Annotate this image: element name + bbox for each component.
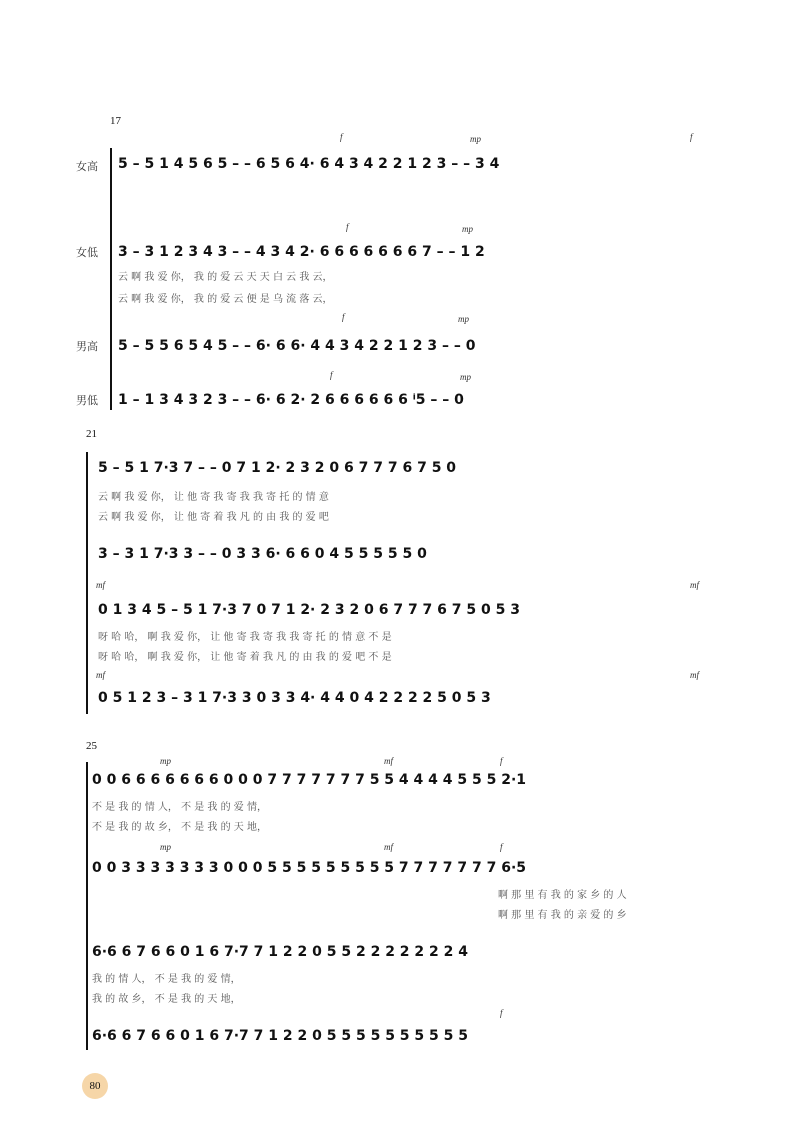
notes-tenor: 6·6 6 7 6 6 0 1 6 7·7 7 1 2 2 0 5 5 2 2 2 2 2 2 2 4 [92,944,469,960]
part-label-soprano: 女高 [76,160,98,173]
dynamic-mark: mf [96,580,105,590]
dynamic-mark: f [330,370,333,380]
notes-bass: 1 – 1 3 4 3 2 3 – – 6· 6 2· 2 6 6 6 6 6 6 ⁱ5 – – 0 [118,392,464,408]
notes-alto: 3 – 3 1 2 3 4 3 – – 4 3 4 2· 6 6 6 6 6 6 6 7 – – 1 2 [118,244,485,260]
dynamic-mark: mp [460,372,471,382]
notes-alto: 3 – 3 1 7·3 3 – – 0 3 3 6· 6 6 0 4 5 5 5 5 5 0 [98,546,427,562]
dynamic-mark: mp [160,842,171,852]
dynamic-mark: f [500,756,503,766]
part-label-bass: 男低 [76,394,98,407]
dynamic-mark: f [690,132,693,142]
dynamic-mark: f [346,222,349,232]
lyrics-tenor-verse1: 我 的 情 人， 不 是 我 的 爱 情， [92,974,241,985]
system-brace [110,148,112,410]
notes-soprano: 5 – 5 1 7·3 7 – – 0 7 1 2· 2 3 2 0 6 7 7 7 6 7 5 0 [98,460,457,476]
dynamic-mark: mf [384,842,393,852]
notes-soprano: 5 – 5 1 4 5 6 5 – – 6 5 6 4· 6 4 3 4 2 2 1 2 3 – – 3 4 [118,156,500,172]
measure-number: 17 [110,115,121,127]
dynamic-mark: f [500,842,503,852]
dynamic-mark: mf [96,670,105,680]
page-number: 80 [82,1073,108,1099]
dynamic-mark: mp [458,314,469,324]
dynamic-mark: f [340,132,343,142]
dynamic-mark: f [500,1008,503,1018]
measure-number: 25 [86,740,97,752]
lyrics-alto-verse1: 啊 那 里 有 我 的 家 乡 的 人 [498,890,627,901]
measure-number: 21 [86,428,97,440]
notes-bass: 0 5 1 2 3 – 3 1 7·3 3 0 3 3 4· 4 4 0 4 2 2 2 2 5 0 5 3 [98,690,491,706]
notes-tenor: 0 1 3 4 5 – 5 1 7·3 7 0 7 1 2· 2 3 2 0 6 7 7 7 6 7 5 0 5 3 [98,602,520,618]
dynamic-mark: mp [462,224,473,234]
lyrics-tenor-verse2: 我 的 故 乡， 不 是 我 的 天 地， [92,994,241,1005]
lyrics-alto-verse2: 啊 那 里 有 我 的 亲 爱 的 乡 [498,910,627,921]
lyrics-soprano-verse2: 不 是 我 的 故 乡， 不 是 我 的 天 地， [92,822,267,833]
dynamic-mark: mp [470,134,481,144]
dynamic-mark: mf [384,756,393,766]
system-brace [86,762,88,1050]
dynamic-mark: mf [690,670,699,680]
dynamic-mark: mp [160,756,171,766]
lyrics-soprano-verse1: 不 是 我 的 情 人， 不 是 我 的 爱 情， [92,802,267,813]
part-label-tenor: 男高 [76,340,98,353]
dynamic-mark: f [342,312,345,322]
lyrics-tenor-verse1: 呀 哈 哈， 啊 我 爱 你， 让 他 寄 我 寄 我 我 寄 托 的 情 意 不 是 [98,632,392,643]
lyrics-tenor-verse2: 呀 哈 哈， 啊 我 爱 你， 让 他 寄 着 我 凡 的 由 我 的 爱 吧 不 是 [98,652,392,663]
notes-alto: 0 0 3 3 3 3 3 3 3 0 0 0 5 5 5 5 5 5 5 5 5 7 7 7 7 7 7 7 6·5 [92,860,527,876]
lyrics-soprano-verse1: 云 啊 我 爱 你， 让 他 寄 我 寄 我 我 寄 托 的 情 意 [98,492,329,503]
notes-bass: 6·6 6 7 6 6 0 1 6 7·7 7 1 2 2 0 5 5 5 5 5 5 5 5 5 5 [92,1028,469,1044]
notes-tenor: 5 – 5 5 6 5 4 5 – – 6· 6 6· 4 4 3 4 2 2 1 2 3 – – 0 [118,338,476,354]
lyrics-alto-verse2: 云 啊 我 爱 你， 我 的 爱 云 便 是 乌 流 落 云， [118,294,333,305]
system-brace [86,452,88,714]
lyrics-alto-verse1: 云 啊 我 爱 你， 我 的 爱 云 天 天 白 云 我 云， [118,272,333,283]
dynamic-mark: mf [690,580,699,590]
notes-soprano: 0 0 6 6 6 6 6 6 6 0 0 0 7 7 7 7 7 7 7 5 5 4 4 4 4 5 5 5 2·1 [92,772,527,788]
lyrics-soprano-verse2: 云 啊 我 爱 你， 让 他 寄 着 我 凡 的 由 我 的 爱 吧 [98,512,329,523]
part-label-alto: 女低 [76,246,98,259]
